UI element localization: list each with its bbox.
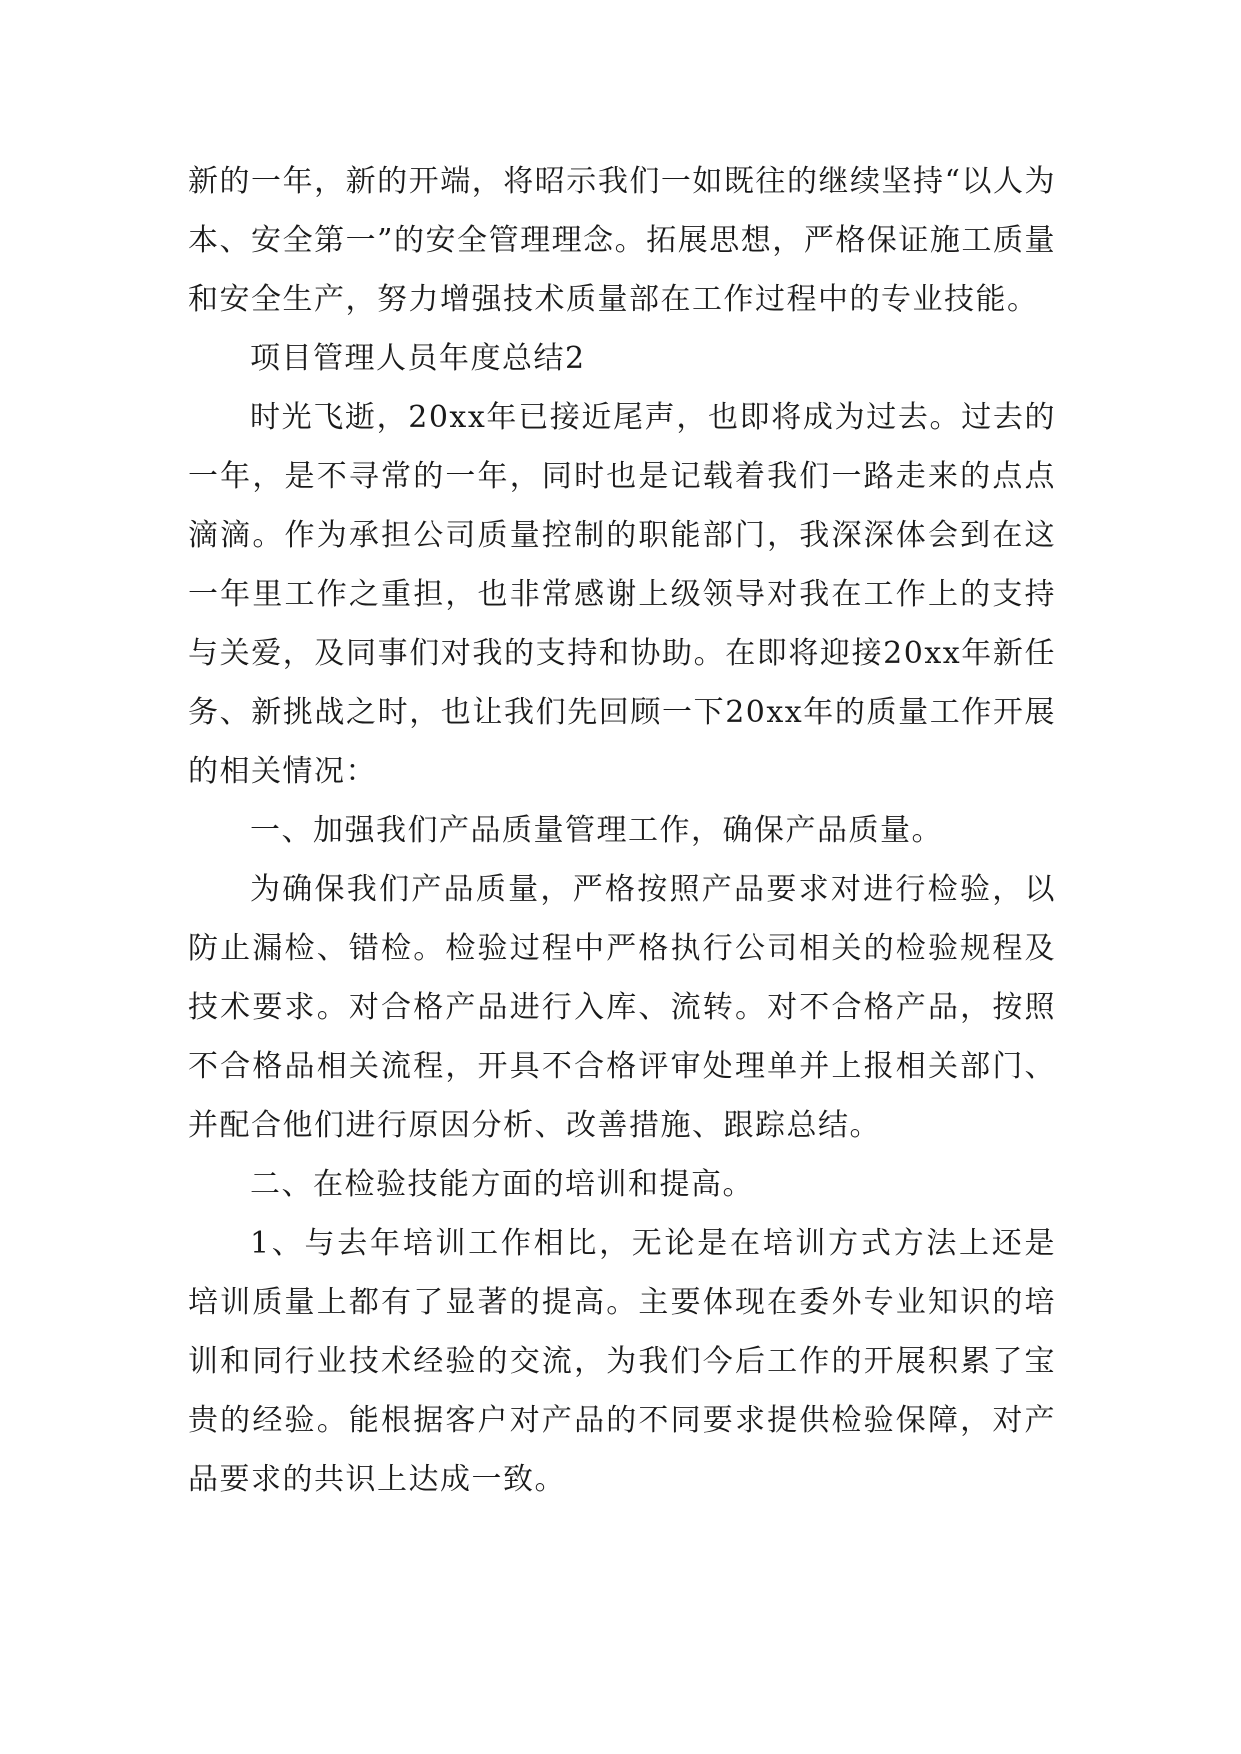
section-title: 项目管理人员年度总结2 (250, 341, 586, 376)
subheading-training: 二、在检验技能方面的培训和提高。 (250, 1167, 754, 1202)
subheading-quality-management: 一、加强我们产品质量管理工作，确保产品质量。 (250, 813, 943, 848)
paragraph-intro: 新的一年，新的开端，将昭示我们一如既往的继续坚持“以人为本、安全第一”的安全管理理念。拓展思想，严格保证施工质量和安全生产，努力增强技术质量部在工作过程中的专业技能。 (188, 164, 1056, 317)
paragraph-review: 时光飞逝，20xx年已接近尾声，也即将成为过去。过去的一年，是不寻常的一年，同时也是记载着我们一路走来的点点滴滴。作为承担公司质量控制的职能部门，我深深体会到在这一年里工作之重担，也非常感谢上级领导对我在工作上的支持与关爱，及同事们对我的支持和协助。在即将迎接20xx年新任务、新挑战之时，也让我们先回顾一下20xx年的质量工作开展的相关情况： (188, 400, 1056, 789)
document-body (188, 152, 1056, 1509)
paragraph-quality-inspection: 为确保我们产品质量，严格按照产品要求对进行检验，以防止漏检、错检。检验过程中严格执行公司相关的检验规程及技术要求。对合格产品进行入库、流转。对不合格产品，按照不合格品相关流程，开具不合格评审处理单并上报相关部门、并配合他们进行原因分析、改善措施、跟踪总结。 (188, 872, 1056, 1143)
paragraph-training-details: 1、与去年培训工作相比，无论是在培训方式方法上还是培训质量上都有了显著的提高。主要体现在委外专业知识的培训和同行业技术经验的交流，为我们今后工作的开展积累了宝贵的经验。能根据客户对产品的不同要求提供检验保障，对产品要求的共识上达成一致。 (188, 1226, 1056, 1497)
